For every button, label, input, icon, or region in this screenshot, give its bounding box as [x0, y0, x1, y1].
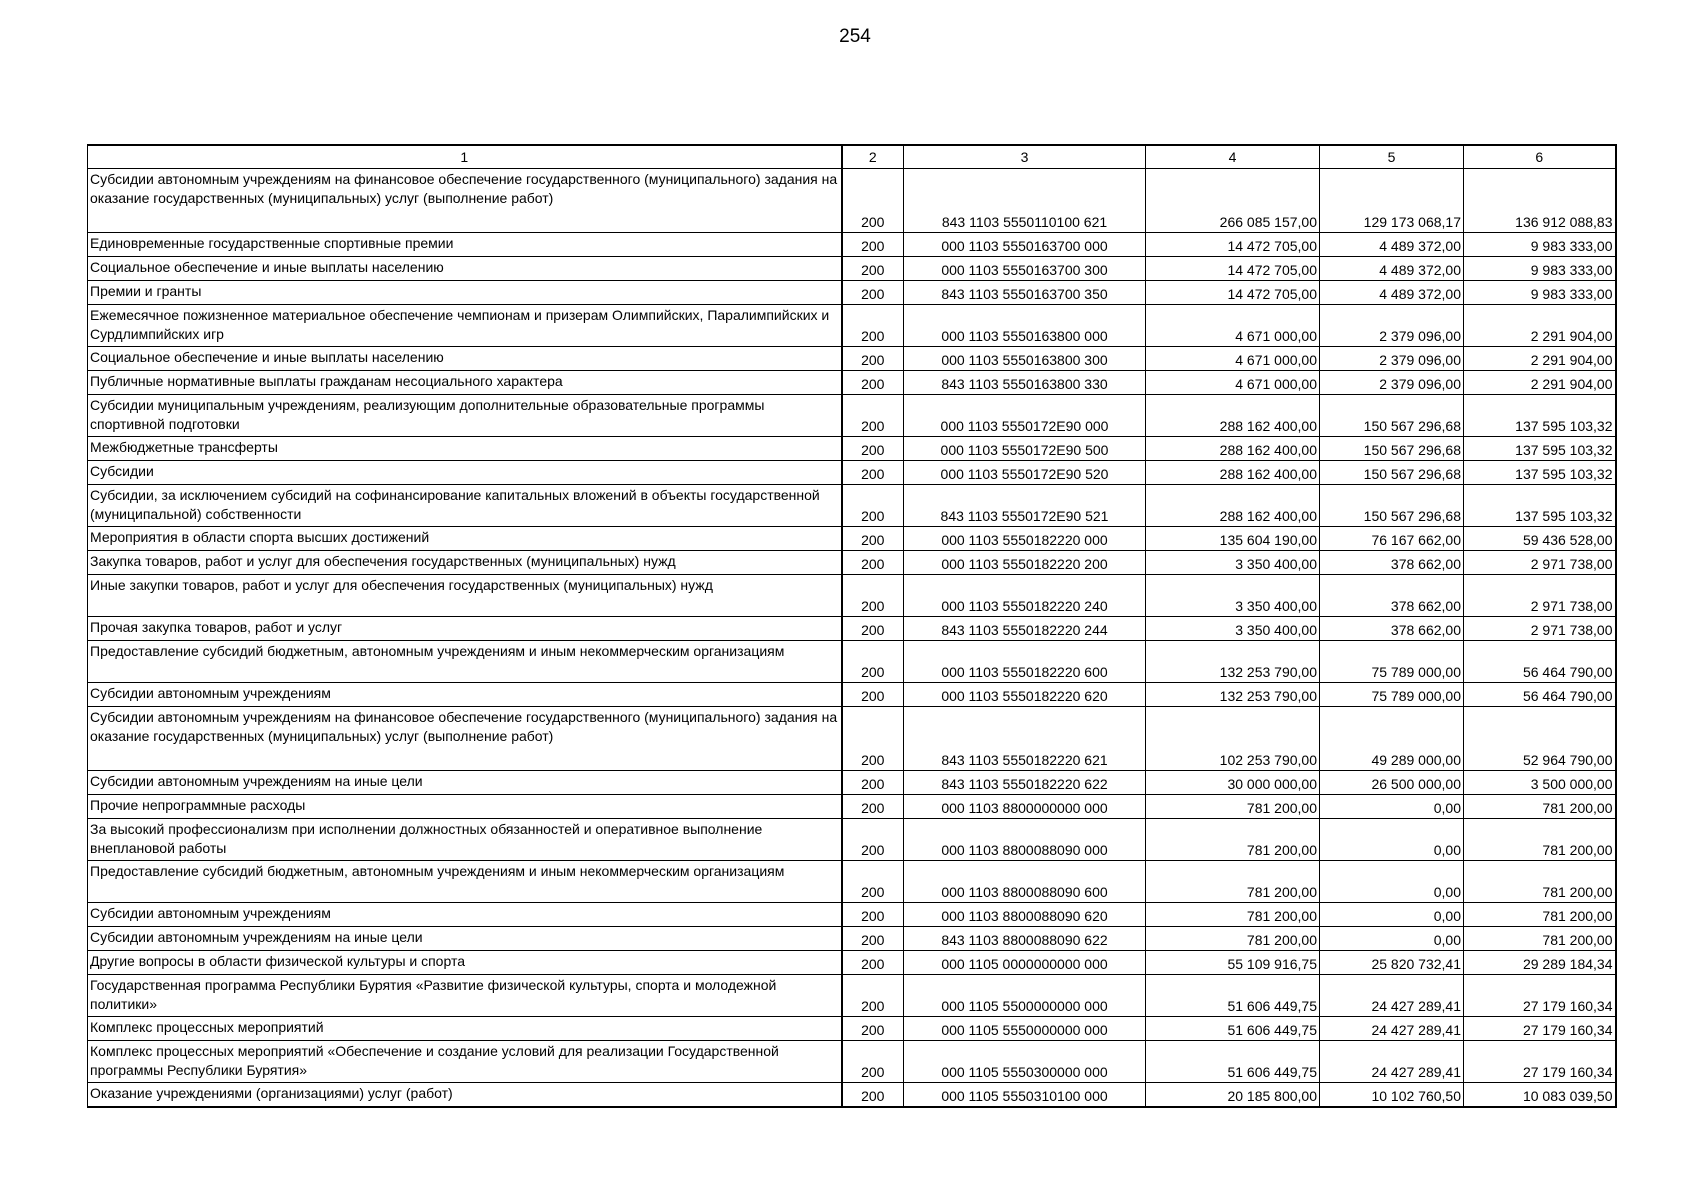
row-amount-remaining-cell: 9 983 333,00	[1464, 233, 1616, 257]
row-amount-planned-cell: 288 162 400,00	[1146, 461, 1320, 485]
row-name-cell: Межбюджетные трансферты	[88, 437, 842, 461]
row-amount-executed-cell: 2 379 096,00	[1320, 371, 1464, 395]
row-amount-planned-cell: 14 472 705,00	[1146, 281, 1320, 305]
row-amount-remaining-cell: 2 971 738,00	[1464, 551, 1616, 575]
row-col2-cell: 200	[842, 641, 904, 683]
row-amount-planned-cell: 288 162 400,00	[1146, 395, 1320, 437]
row-amount-executed-cell: 378 662,00	[1320, 575, 1464, 617]
row-amount-planned-cell: 14 472 705,00	[1146, 257, 1320, 281]
table-row	[88, 951, 1616, 975]
table-row	[88, 1083, 1616, 1108]
row-amount-executed-cell: 150 567 296,68	[1320, 395, 1464, 437]
row-name-cell: Социальное обеспечение и иные выплаты населению	[88, 257, 842, 281]
row-amount-remaining-cell: 27 179 160,34	[1464, 1041, 1616, 1083]
row-amount-executed-cell: 25 820 732,41	[1320, 951, 1464, 975]
row-amount-planned-cell: 3 350 400,00	[1146, 575, 1320, 617]
row-amount-executed-cell: 0,00	[1320, 903, 1464, 927]
row-amount-remaining-cell: 781 200,00	[1464, 861, 1616, 903]
row-code-cell: 000 1103 5550182220 600	[904, 641, 1146, 683]
row-code-cell: 843 1103 5550182220 621	[904, 707, 1146, 771]
header-cell: 4	[1146, 145, 1320, 169]
row-name-cell: Предоставление субсидий бюджетным, автономным учреждениям и иным некоммерческим организациям	[88, 861, 842, 903]
table-row	[88, 575, 1616, 617]
row-code-cell: 000 1103 5550182220 240	[904, 575, 1146, 617]
header-cell: 3	[904, 145, 1146, 169]
row-name-cell: Субсидии, за исключением субсидий на софинансирование капитальных вложений в объекты государственной (муниципальной) собственности	[88, 485, 842, 527]
table-row	[88, 795, 1616, 819]
row-amount-planned-cell: 266 085 157,00	[1146, 169, 1320, 233]
row-amount-remaining-cell: 137 595 103,32	[1464, 485, 1616, 527]
table-row	[88, 641, 1616, 683]
row-amount-executed-cell: 49 289 000,00	[1320, 707, 1464, 771]
row-amount-planned-cell: 4 671 000,00	[1146, 347, 1320, 371]
header-cell: 1	[88, 145, 842, 169]
row-name-cell: Субсидии автономным учреждениям	[88, 683, 842, 707]
row-amount-remaining-cell: 2 291 904,00	[1464, 371, 1616, 395]
row-amount-planned-cell: 51 606 449,75	[1146, 975, 1320, 1017]
row-name-cell: Субсидии автономным учреждениям на иные цели	[88, 927, 842, 951]
table-row	[88, 551, 1616, 575]
row-code-cell: 000 1103 8800088090 600	[904, 861, 1146, 903]
row-code-cell: 000 1103 8800088090 000	[904, 819, 1146, 861]
row-col2-cell: 200	[842, 551, 904, 575]
row-code-cell: 843 1103 5550172E90 521	[904, 485, 1146, 527]
row-code-cell: 843 1103 5550163800 330	[904, 371, 1146, 395]
row-col2-cell: 200	[842, 1017, 904, 1041]
row-amount-executed-cell: 0,00	[1320, 819, 1464, 861]
table-row	[88, 819, 1616, 861]
row-col2-cell: 200	[842, 257, 904, 281]
table-row	[88, 771, 1616, 795]
row-amount-remaining-cell: 27 179 160,34	[1464, 1017, 1616, 1041]
row-code-cell: 000 1103 5550163800 300	[904, 347, 1146, 371]
row-col2-cell: 200	[842, 795, 904, 819]
row-amount-planned-cell: 14 472 705,00	[1146, 233, 1320, 257]
row-amount-remaining-cell: 56 464 790,00	[1464, 683, 1616, 707]
row-code-cell: 000 1103 5550182220 200	[904, 551, 1146, 575]
row-col2-cell: 200	[842, 233, 904, 257]
row-name-cell: Государственная программа Республики Бурятия «Развитие физической культуры, спорта и молодежной политики»	[88, 975, 842, 1017]
row-amount-executed-cell: 24 427 289,41	[1320, 975, 1464, 1017]
table-body	[88, 169, 1616, 1108]
table-row	[88, 485, 1616, 527]
row-amount-executed-cell: 4 489 372,00	[1320, 257, 1464, 281]
row-name-cell: Субсидии муниципальным учреждениям, реализующим дополнительные образовательные программы спортивной подготовки	[88, 395, 842, 437]
row-amount-remaining-cell: 9 983 333,00	[1464, 257, 1616, 281]
row-amount-planned-cell: 4 671 000,00	[1146, 305, 1320, 347]
row-amount-planned-cell: 288 162 400,00	[1146, 437, 1320, 461]
row-amount-executed-cell: 2 379 096,00	[1320, 305, 1464, 347]
row-name-cell: Оказание учреждениями (организациями) услуг (работ)	[88, 1083, 842, 1108]
row-amount-remaining-cell: 52 964 790,00	[1464, 707, 1616, 771]
row-amount-planned-cell: 781 200,00	[1146, 861, 1320, 903]
table-row	[88, 1041, 1616, 1083]
row-amount-executed-cell: 378 662,00	[1320, 617, 1464, 641]
row-amount-executed-cell: 150 567 296,68	[1320, 461, 1464, 485]
row-amount-executed-cell: 0,00	[1320, 795, 1464, 819]
row-amount-executed-cell: 150 567 296,68	[1320, 485, 1464, 527]
row-amount-planned-cell: 102 253 790,00	[1146, 707, 1320, 771]
row-amount-planned-cell: 135 604 190,00	[1146, 527, 1320, 551]
row-name-cell: Субсидии	[88, 461, 842, 485]
row-col2-cell: 200	[842, 527, 904, 551]
row-col2-cell: 200	[842, 371, 904, 395]
row-code-cell: 000 1103 8800000000 000	[904, 795, 1146, 819]
row-amount-executed-cell: 378 662,00	[1320, 551, 1464, 575]
row-col2-cell: 200	[842, 771, 904, 795]
row-amount-executed-cell: 24 427 289,41	[1320, 1017, 1464, 1041]
row-name-cell: Мероприятия в области спорта высших достижений	[88, 527, 842, 551]
row-amount-executed-cell: 76 167 662,00	[1320, 527, 1464, 551]
row-code-cell: 843 1103 5550182220 244	[904, 617, 1146, 641]
table-row	[88, 281, 1616, 305]
row-name-cell: Премии и гранты	[88, 281, 842, 305]
row-name-cell: Субсидии автономным учреждениям на финансовое обеспечение государственного (муниципального) задания на оказание государственных (муниципальных) услуг (выполнение работ)	[88, 169, 842, 233]
row-code-cell: 000 1105 5500000000 000	[904, 975, 1146, 1017]
page-number: 254	[839, 26, 871, 47]
row-col2-cell: 200	[842, 575, 904, 617]
row-amount-planned-cell: 4 671 000,00	[1146, 371, 1320, 395]
row-amount-planned-cell: 55 109 916,75	[1146, 951, 1320, 975]
table-row	[88, 461, 1616, 485]
table-row	[88, 233, 1616, 257]
row-amount-planned-cell: 3 350 400,00	[1146, 617, 1320, 641]
row-code-cell: 843 1103 5550182220 622	[904, 771, 1146, 795]
row-col2-cell: 200	[842, 1041, 904, 1083]
row-name-cell: Закупка товаров, работ и услуг для обеспечения государственных (муниципальных) нужд	[88, 551, 842, 575]
row-name-cell: Субсидии автономным учреждениям на финансовое обеспечение государственного (муниципального) задания на оказание государственных (муниципальных) услуг (выполнение работ)	[88, 707, 842, 771]
row-amount-planned-cell: 781 200,00	[1146, 819, 1320, 861]
row-code-cell: 000 1103 8800088090 620	[904, 903, 1146, 927]
row-col2-cell: 200	[842, 347, 904, 371]
table-row	[88, 257, 1616, 281]
row-amount-planned-cell: 3 350 400,00	[1146, 551, 1320, 575]
row-col2-cell: 200	[842, 707, 904, 771]
row-col2-cell: 200	[842, 461, 904, 485]
row-name-cell: Комплекс процессных мероприятий «Обеспечение и создание условий для реализации Государственной программы Республики Бурятия»	[88, 1041, 842, 1083]
row-name-cell: Ежемесячное пожизненное материальное обеспечение чемпионам и призерам Олимпийских, Паралимпийских и Сурдлимпийских игр	[88, 305, 842, 347]
row-amount-remaining-cell: 781 200,00	[1464, 903, 1616, 927]
table-row	[88, 305, 1616, 347]
row-code-cell: 000 1103 5550163700 300	[904, 257, 1146, 281]
row-amount-remaining-cell: 781 200,00	[1464, 927, 1616, 951]
header-cell: 5	[1320, 145, 1464, 169]
header-cell: 2	[842, 145, 904, 169]
row-col2-cell: 200	[842, 485, 904, 527]
table-row	[88, 975, 1616, 1017]
row-col2-cell: 200	[842, 861, 904, 903]
row-name-cell: Субсидии автономным учреждениям на иные цели	[88, 771, 842, 795]
row-amount-remaining-cell: 137 595 103,32	[1464, 437, 1616, 461]
row-amount-executed-cell: 75 789 000,00	[1320, 641, 1464, 683]
row-amount-remaining-cell: 781 200,00	[1464, 819, 1616, 861]
row-amount-executed-cell: 129 173 068,17	[1320, 169, 1464, 233]
row-amount-remaining-cell: 136 912 088,83	[1464, 169, 1616, 233]
row-code-cell: 000 1105 5550300000 000	[904, 1041, 1146, 1083]
table-row	[88, 707, 1616, 771]
row-code-cell: 000 1103 5550172E90 000	[904, 395, 1146, 437]
row-col2-cell: 200	[842, 169, 904, 233]
row-amount-remaining-cell: 56 464 790,00	[1464, 641, 1616, 683]
row-amount-remaining-cell: 3 500 000,00	[1464, 771, 1616, 795]
row-amount-remaining-cell: 137 595 103,32	[1464, 395, 1616, 437]
row-amount-planned-cell: 781 200,00	[1146, 903, 1320, 927]
row-amount-executed-cell: 10 102 760,50	[1320, 1083, 1464, 1108]
row-col2-cell: 200	[842, 927, 904, 951]
row-amount-remaining-cell: 29 289 184,34	[1464, 951, 1616, 975]
row-amount-planned-cell: 781 200,00	[1146, 795, 1320, 819]
row-amount-executed-cell: 150 567 296,68	[1320, 437, 1464, 461]
table-row	[88, 395, 1616, 437]
row-col2-cell: 200	[842, 617, 904, 641]
row-amount-planned-cell: 288 162 400,00	[1146, 485, 1320, 527]
row-name-cell: Другие вопросы в области физической культуры и спорта	[88, 951, 842, 975]
row-amount-remaining-cell: 10 083 039,50	[1464, 1083, 1616, 1108]
row-name-cell: Иные закупки товаров, работ и услуг для обеспечения государственных (муниципальных) нужд	[88, 575, 842, 617]
row-code-cell: 000 1103 5550182220 000	[904, 527, 1146, 551]
row-name-cell: За высокий профессионализм при исполнении должностных обязанностей и оперативное выполнение внеплановой работы	[88, 819, 842, 861]
row-amount-executed-cell: 4 489 372,00	[1320, 233, 1464, 257]
row-amount-executed-cell: 4 489 372,00	[1320, 281, 1464, 305]
table-row	[88, 437, 1616, 461]
row-col2-cell: 200	[842, 683, 904, 707]
row-amount-remaining-cell: 2 971 738,00	[1464, 617, 1616, 641]
row-amount-planned-cell: 51 606 449,75	[1146, 1017, 1320, 1041]
row-amount-executed-cell: 75 789 000,00	[1320, 683, 1464, 707]
row-col2-cell: 200	[842, 975, 904, 1017]
row-amount-executed-cell: 0,00	[1320, 861, 1464, 903]
row-col2-cell: 200	[842, 903, 904, 927]
table-row	[88, 371, 1616, 395]
row-col2-cell: 200	[842, 281, 904, 305]
row-amount-planned-cell: 132 253 790,00	[1146, 641, 1320, 683]
row-amount-remaining-cell: 2 291 904,00	[1464, 305, 1616, 347]
row-amount-planned-cell: 132 253 790,00	[1146, 683, 1320, 707]
table-row	[88, 861, 1616, 903]
table-row	[88, 617, 1616, 641]
row-amount-planned-cell: 20 185 800,00	[1146, 1083, 1320, 1108]
row-name-cell: Комплекс процессных мероприятий	[88, 1017, 842, 1041]
budget-table-container	[87, 144, 1617, 1108]
row-code-cell: 000 1103 5550182220 620	[904, 683, 1146, 707]
row-code-cell: 843 1103 5550110100 621	[904, 169, 1146, 233]
table-row	[88, 527, 1616, 551]
row-amount-executed-cell: 24 427 289,41	[1320, 1041, 1464, 1083]
row-code-cell: 000 1103 5550163700 000	[904, 233, 1146, 257]
table-row	[88, 903, 1616, 927]
row-amount-planned-cell: 30 000 000,00	[1146, 771, 1320, 795]
table-row	[88, 927, 1616, 951]
row-code-cell: 843 1103 5550163700 350	[904, 281, 1146, 305]
row-amount-executed-cell: 26 500 000,00	[1320, 771, 1464, 795]
row-amount-executed-cell: 0,00	[1320, 927, 1464, 951]
row-col2-cell: 200	[842, 819, 904, 861]
row-col2-cell: 200	[842, 395, 904, 437]
row-name-cell: Предоставление субсидий бюджетным, автономным учреждениям и иным некоммерческим организациям	[88, 641, 842, 683]
row-amount-remaining-cell: 781 200,00	[1464, 795, 1616, 819]
row-amount-remaining-cell: 2 971 738,00	[1464, 575, 1616, 617]
row-name-cell: Социальное обеспечение и иные выплаты населению	[88, 347, 842, 371]
row-col2-cell: 200	[842, 305, 904, 347]
row-code-cell: 000 1105 0000000000 000	[904, 951, 1146, 975]
row-name-cell: Прочая закупка товаров, работ и услуг	[88, 617, 842, 641]
header-row	[88, 145, 1616, 169]
row-code-cell: 843 1103 8800088090 622	[904, 927, 1146, 951]
row-code-cell: 000 1103 5550163800 000	[904, 305, 1146, 347]
row-name-cell: Публичные нормативные выплаты гражданам несоциального характера	[88, 371, 842, 395]
budget-table	[87, 144, 1617, 1108]
table-row	[88, 683, 1616, 707]
row-col2-cell: 200	[842, 437, 904, 461]
row-amount-remaining-cell: 9 983 333,00	[1464, 281, 1616, 305]
table-row	[88, 169, 1616, 233]
row-amount-planned-cell: 51 606 449,75	[1146, 1041, 1320, 1083]
row-amount-remaining-cell: 59 436 528,00	[1464, 527, 1616, 551]
row-amount-executed-cell: 2 379 096,00	[1320, 347, 1464, 371]
row-code-cell: 000 1103 5550172E90 520	[904, 461, 1146, 485]
row-code-cell: 000 1105 5550000000 000	[904, 1017, 1146, 1041]
row-col2-cell: 200	[842, 951, 904, 975]
row-name-cell: Субсидии автономным учреждениям	[88, 903, 842, 927]
table-row	[88, 347, 1616, 371]
row-name-cell: Прочие непрограммные расходы	[88, 795, 842, 819]
header-cell: 6	[1464, 145, 1616, 169]
row-amount-remaining-cell: 27 179 160,34	[1464, 975, 1616, 1017]
row-code-cell: 000 1105 5550310100 000	[904, 1083, 1146, 1108]
table-row	[88, 1017, 1616, 1041]
row-amount-remaining-cell: 137 595 103,32	[1464, 461, 1616, 485]
row-col2-cell: 200	[842, 1083, 904, 1108]
row-amount-remaining-cell: 2 291 904,00	[1464, 347, 1616, 371]
row-amount-planned-cell: 781 200,00	[1146, 927, 1320, 951]
row-name-cell: Единовременные государственные спортивные премии	[88, 233, 842, 257]
row-code-cell: 000 1103 5550172E90 500	[904, 437, 1146, 461]
